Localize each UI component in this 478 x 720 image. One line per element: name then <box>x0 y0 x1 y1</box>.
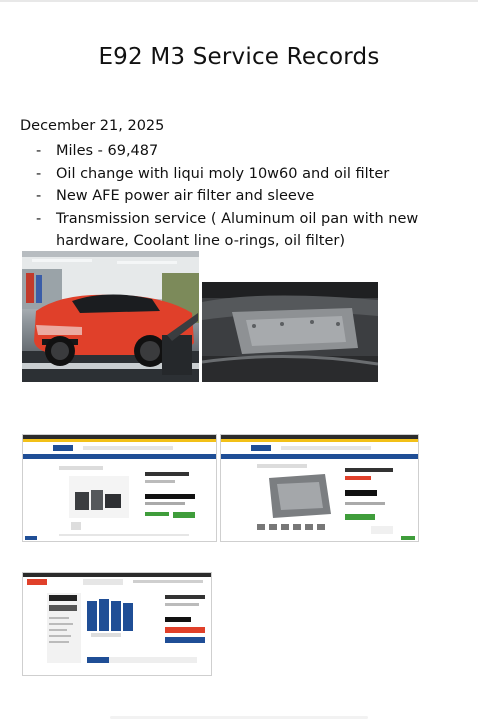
ecs-page-2-drawing <box>221 442 419 542</box>
service-item: - Oil change with liqui moly 10w60 and oil filter <box>36 165 390 182</box>
ecs-transmission-kit-screenshot <box>22 434 217 542</box>
fcp-oil-change-kit-screenshot <box>22 572 212 676</box>
service-item: - Transmission service ( Aluminum oil pan with new hardware, Coolant line o-rings, oil filter) <box>36 210 419 249</box>
page-top-edge <box>0 0 478 2</box>
ecs-aluminum-pan-screenshot <box>220 434 419 542</box>
service-item: - New AFE power air filter and sleeve <box>36 188 315 204</box>
service-item: - Miles - 69,487 <box>36 143 159 159</box>
entry-date: December 21, 2025 <box>20 118 165 134</box>
page-title: E92 M3 Service Records <box>98 44 380 70</box>
service-item-list <box>36 140 466 253</box>
car-photo <box>22 251 199 382</box>
ecs-page-1-drawing <box>23 442 217 542</box>
car-photo-drawing <box>22 251 199 382</box>
page-bottom-edge <box>110 716 368 719</box>
fcp-page-drawing <box>23 577 212 676</box>
oil-pan-photo <box>202 282 378 382</box>
oil-pan-drawing <box>202 282 378 382</box>
